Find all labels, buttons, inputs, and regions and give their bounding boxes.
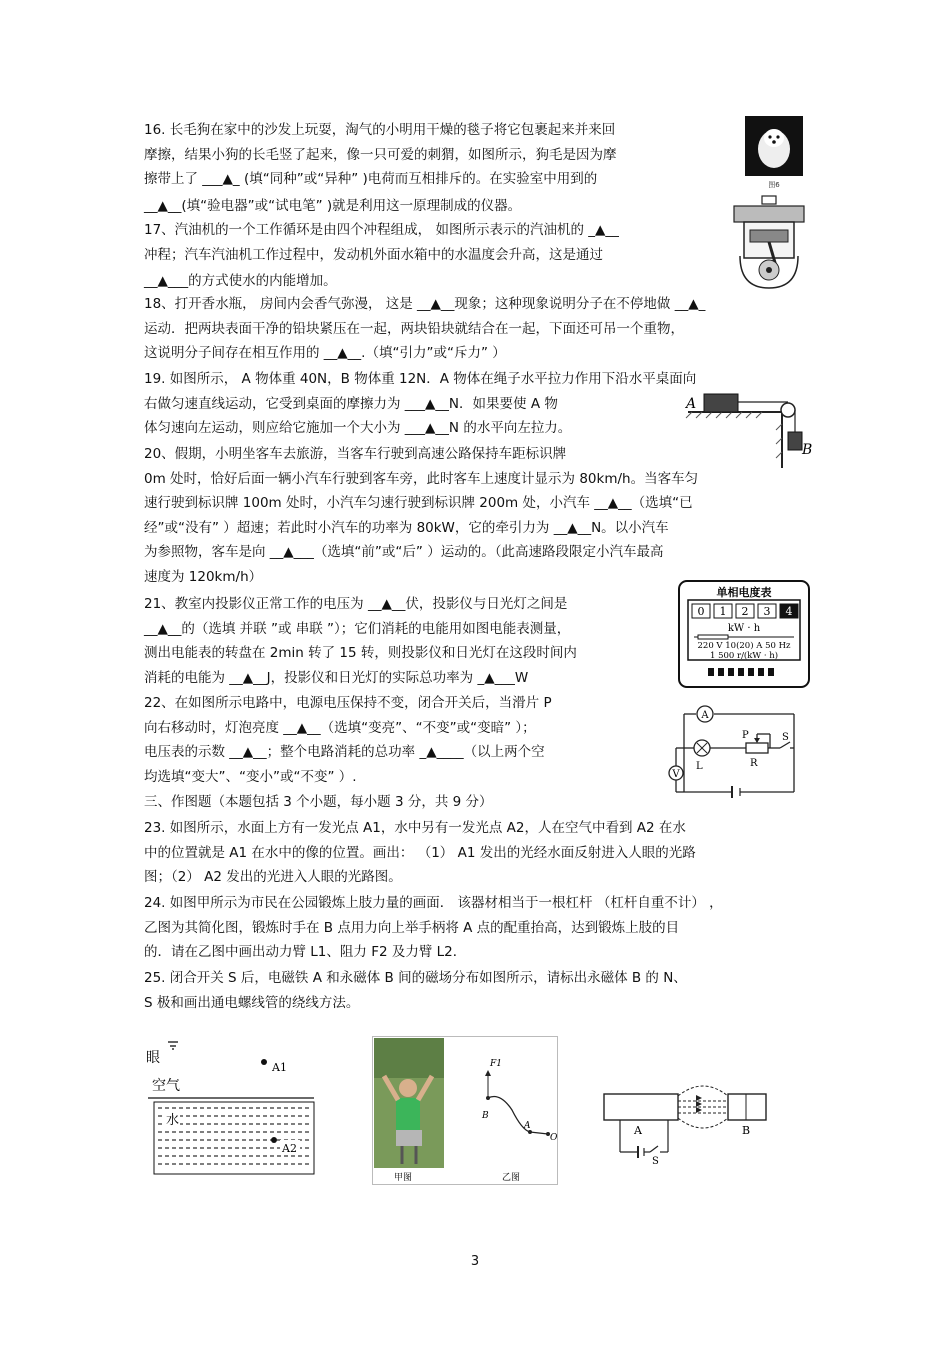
b-label: B xyxy=(742,1124,751,1137)
meter-spec-2: 1 500 r/(kW · h) xyxy=(709,651,779,661)
label-a: A xyxy=(686,396,697,412)
question-line: 冲程；汽车汽油机工作过程中，发动机外面水箱中的水温度会升高，这是通过 xyxy=(144,246,603,263)
meter-digit: 3 xyxy=(763,605,771,618)
section-heading xyxy=(144,790,814,815)
rheostat-label: R xyxy=(750,758,758,769)
figure-caption: 图6 xyxy=(768,181,780,189)
lever-figure xyxy=(372,1036,558,1186)
question-line: S 极和画出通电螺线管的绕线方法。 xyxy=(144,994,360,1011)
o-label: O xyxy=(550,1133,558,1143)
question-line: 这说明分子间存在相互作用的 __▲__.（填“引力”或“斥力” ） xyxy=(144,345,506,361)
page-number: 3 xyxy=(470,1254,480,1269)
meter-unit: kW · h xyxy=(727,623,761,634)
question-line: 体匀速向左运动，则应给它施加一个大小为 ___▲__N 的水平向左拉力。 xyxy=(144,420,572,436)
question-18 xyxy=(144,292,814,366)
meter-title: 单相电度表 xyxy=(716,586,772,599)
electromagnet-figure xyxy=(598,1076,774,1166)
question-line: 均选填“变大”、“变小”或“不变” ）. xyxy=(144,768,357,785)
figure-yi-caption: 乙图 xyxy=(502,1173,521,1183)
question-line: 运动．把两块表面干净的铅块紧压在一起，两块铅块就结合在一起，下面还可吊一个重物， xyxy=(144,320,684,337)
s-label: S xyxy=(652,1156,659,1167)
question-line: 擦带上了 ___▲_ (填“同种”或“异种” )电荷而互相排斥的。在实验室中用到的 xyxy=(144,171,598,187)
question-line: 24. 如图甲所示为市民在公园锻炼上肢力量的画面． 该器材相当于一根杠杆 （杠杆自重不计） ， xyxy=(144,895,723,911)
meter-spec-1: 220 V 10(20) A 50 Hz xyxy=(697,641,791,651)
question-line: 乙图为其简化图，锻炼时手在 B 点用力向上举手柄将 A 点的配重抬高，达到锻炼上肢的目 xyxy=(144,919,680,936)
question-line: 为参照物，客车是向 __▲___（选填“前”或“后” ）运动的。（此高速路段限定小汽车最高 xyxy=(144,544,664,560)
ammeter-label: A xyxy=(701,710,709,721)
question-line: 23. 如图所示，水面上方有一发光点 A1，水中另有一发光点 A2，人在空气中看到 A2 在水 xyxy=(144,820,686,836)
meter-digit: 0 xyxy=(697,605,705,618)
question-line: 18、打开香水瓶， 房间内会香气弥漫， 这是 __▲__现象；这种现象说明分子在不停地做 __▲_ xyxy=(144,296,706,312)
question-17 xyxy=(144,218,814,294)
question-25 xyxy=(144,966,814,1015)
water-label: 水 xyxy=(166,1113,180,1128)
lamp-label: L xyxy=(696,761,703,772)
question-24 xyxy=(144,891,814,965)
question-line: 向右移动时，灯泡亮度 __▲__（选填“变亮”、“不变”或“变暗” ）； xyxy=(144,719,536,736)
question-line: 16. 长毛狗在家中的沙发上玩耍，淘气的小明用干燥的毯子将它包裹起来并来回 xyxy=(144,122,616,138)
question-line: 速行驶到标识牌 100m 处时，小汽车匀速行驶到标识牌 200m 处，小汽车 __▲__（选填“已 xyxy=(144,495,693,511)
meter-digit: 4 xyxy=(785,605,793,618)
question-line: 的．请在乙图中画出动力臂 L1、阻力 F2 及力臂 L2． xyxy=(144,944,467,960)
question-line: 右做匀速直线运动，它受到桌面的摩擦力为 ___▲__N．如果要使 A 物 xyxy=(144,395,558,412)
refraction-figure xyxy=(144,1036,320,1176)
question-line: 21、教室内投影仪正常工作的电压为 __▲__伏，投影仪与日光灯之间是 xyxy=(144,596,568,612)
eye-label: 眼 xyxy=(146,1050,160,1066)
question-23 xyxy=(144,816,814,890)
meter-digit: 2 xyxy=(741,605,749,618)
voltmeter-label: V xyxy=(672,769,680,780)
question-line: 17、汽油机的一个工作循环是由四个冲程组成， 如图所示表示的汽油机的 _▲__ xyxy=(144,222,619,238)
a1-label: A1 xyxy=(272,1061,287,1074)
question-line: 图；（2） A2 发出的光进入人眼的光路图。 xyxy=(144,869,402,885)
section-title: 三、作图题（本题包括 3 个小题，每小题 3 分，共 9 分） xyxy=(144,794,493,810)
question-line: 速度为 120km/h） xyxy=(144,568,263,585)
switch-label: S xyxy=(782,732,789,743)
question-line: __▲__(填“验电器”或“试电笔” )就是利用这一原理制成的仪器。 xyxy=(144,197,522,214)
figure-jia-caption: 甲图 xyxy=(394,1173,413,1183)
question-20 xyxy=(144,442,814,589)
slider-label: P xyxy=(742,730,749,741)
engine-figure xyxy=(728,196,810,292)
a-label: A xyxy=(524,1121,531,1131)
question-line: 电压表的示数 __▲__；整个电路消耗的总功率 _▲____（以上两个空 xyxy=(144,744,545,760)
question-line: 20、假期，小明坐客车去旅游，当客车行驶到高速公路保持车距标识牌 xyxy=(144,446,567,462)
circuit-figure xyxy=(662,700,802,800)
b-label: B xyxy=(482,1111,489,1121)
question-line: 测出电能表的转盘在 2min 转了 15 转，则投影仪和日光灯在这段时间内 xyxy=(144,645,577,661)
question-line: 中的位置就是 A1 在水中的像的位置。画出： （1） A1 发出的光经水面反射进入人眼的光路 xyxy=(144,844,696,861)
f1-label: F1 xyxy=(490,1059,502,1069)
label-b: B xyxy=(802,442,813,458)
question-line: 19. 如图所示， A 物体重 40N，B 物体重 12N．A 物体在绳子水平拉力作用下沿水平桌面向 xyxy=(144,371,697,387)
question-line: 消耗的电能为 __▲__J，投影仪和日光灯的实际总功率为 _▲___W xyxy=(144,669,529,686)
meter-digit: 1 xyxy=(719,605,727,618)
question-line: 0m 处时，恰好后面一辆小汽车行驶到客车旁，此时客车上速度计显示为 80km/h。当客车匀 xyxy=(144,470,699,487)
dog-figure xyxy=(745,116,803,192)
question-line: __▲___的方式使水的内能增加。 xyxy=(144,273,337,289)
question-16 xyxy=(144,118,814,218)
question-line: 经”或“没有” ）超速；若此时小汽车的功率为 80kW，它的牵引力为 __▲__N。以小汽车 xyxy=(144,519,669,536)
question-line: __▲__的（选填 并联 ”或 串联 ”）；它们消耗的电能用如图电能表测量， xyxy=(144,620,571,637)
a-label: A xyxy=(634,1124,642,1137)
a2-label: A2 xyxy=(282,1142,297,1155)
air-label: 空气 xyxy=(152,1078,180,1094)
question-line: 摩擦，结果小狗的长毛竖了起来，像一只可爱的刺猬，如图所示，狗毛是因为摩 xyxy=(144,146,617,163)
question-line: 22、在如图所示电路中，电源电压保持不变，闭合开关后，当滑片 P xyxy=(144,695,552,711)
energy-meter-figure xyxy=(678,580,810,688)
question-line: 25. 闭合开关 S 后，电磁铁 A 和永磁体 B 间的磁场分布如图所示，请标出永磁体 B 的 N、 xyxy=(144,970,687,986)
